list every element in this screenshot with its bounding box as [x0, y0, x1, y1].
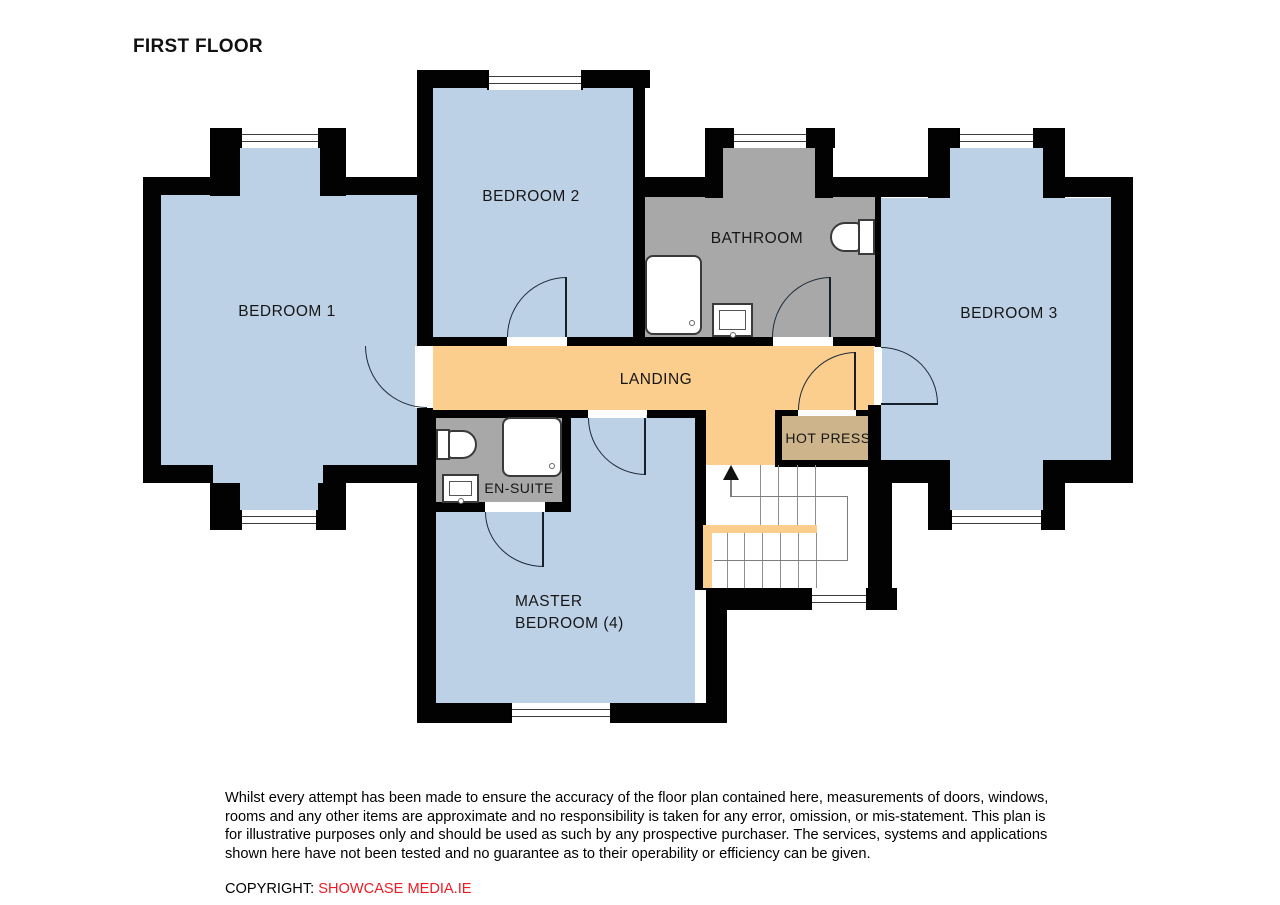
wall [210, 483, 240, 530]
window [958, 128, 1035, 148]
window [810, 588, 868, 610]
wall [417, 418, 436, 703]
wall [143, 177, 161, 483]
window-pane [734, 134, 806, 142]
door-opening [485, 502, 544, 512]
wall [645, 337, 773, 346]
tap-dot [458, 498, 464, 504]
wall [706, 610, 727, 723]
wall [417, 337, 507, 346]
stair-guide-line [730, 496, 848, 497]
room-bedroom3-notch-floor [950, 148, 1043, 198]
wall [928, 128, 950, 198]
room-bedroom3-bay-bottom-floor [950, 460, 1043, 511]
wall [706, 588, 810, 610]
window [950, 510, 1043, 530]
room-bedroom3-floor [881, 198, 1111, 460]
stair-guide-line [730, 480, 732, 497]
wall [775, 460, 881, 467]
door-leaf [829, 277, 831, 337]
drain-dot [549, 463, 555, 469]
door-opening [773, 337, 833, 346]
wall [417, 70, 433, 346]
toilet-bowl [448, 430, 477, 459]
room-label-en-suite: EN-SUITE [484, 480, 554, 496]
wall [562, 415, 571, 512]
drain-dot [689, 320, 695, 326]
room-label-master-line2: BEDROOM (4) [515, 615, 624, 632]
room-bedroom1-bay-top-floor [238, 148, 322, 195]
room-label-bedroom2: BEDROOM 2 [482, 188, 580, 205]
shower-tray [502, 417, 562, 477]
window [510, 703, 612, 723]
window-pane [512, 709, 610, 717]
copyright-brand: SHOWCASE MEDIA.IE [318, 881, 472, 897]
window [240, 128, 320, 148]
room-label-master-bedroom [515, 591, 624, 635]
stair-guide-line [847, 496, 848, 561]
wall [868, 483, 892, 588]
room-label-hot-press: HOT PRESS [785, 430, 871, 446]
wall [645, 177, 705, 197]
room-bedroom1-bay-bottom-floor [240, 483, 318, 511]
wall [143, 465, 213, 483]
door-opening [588, 410, 646, 418]
room-label-landing: LANDING [619, 371, 693, 388]
wall [1043, 483, 1065, 530]
window [240, 510, 318, 530]
window-pane [242, 516, 316, 524]
shower-tray [645, 255, 702, 335]
window-pane [242, 134, 318, 142]
stair-guide-line [714, 560, 848, 561]
wall [875, 177, 881, 347]
tap-dot [730, 332, 736, 338]
door-opening [798, 410, 856, 416]
room-label-bathroom: BATHROOM [710, 230, 804, 247]
toilet-cistern [858, 219, 875, 255]
stairs-up-arrow-icon [723, 465, 739, 480]
stair-tread-line [760, 465, 761, 525]
wall [1043, 460, 1133, 483]
door-leaf [644, 418, 646, 475]
room-label-bedroom1: BEDROOM 1 [238, 303, 336, 320]
door-leaf [565, 277, 567, 337]
wall [323, 465, 420, 483]
copyright-line [225, 881, 472, 897]
wall [612, 703, 712, 723]
wall [1111, 177, 1133, 483]
disclaimer-text: Whilst every attempt has been made to ensure the accuracy of the floor plan contained here, measurements of doors, windows, rooms and any other items are approximate and no responsibility is taken for any error, omission, or mis-statement. This plan is for illustrative purposes only and should be used as such by any prospective purchaser. The services, systems and applications shown here have not been tested and no guarantee as to their operability or efficiency can be given. [225, 790, 1049, 862]
wall [833, 337, 875, 346]
room-bedroom1-floor [160, 195, 422, 483]
wall [868, 588, 897, 610]
wall [705, 128, 723, 198]
wall [928, 483, 950, 530]
window-pane [489, 76, 581, 84]
wall [336, 177, 420, 195]
wall [210, 128, 240, 196]
window-pane [812, 595, 866, 603]
sink-basin [719, 310, 746, 330]
wall [143, 177, 212, 195]
window-pane [952, 516, 1041, 524]
sink [712, 303, 753, 337]
door-leaf [854, 352, 856, 410]
stair-side-strip [703, 533, 712, 588]
wall [318, 483, 346, 530]
wall [567, 337, 645, 346]
wall [545, 502, 571, 512]
window [732, 128, 808, 148]
window-pane [960, 134, 1033, 142]
wall [417, 703, 510, 723]
stair-tread-line [778, 465, 779, 525]
room-bathroom-notch-floor [723, 148, 815, 198]
door-leaf [542, 512, 544, 567]
stair-tread-line [815, 465, 816, 525]
wall [633, 70, 645, 346]
stair-tread-line [797, 465, 798, 525]
room-label-bedroom3: BEDROOM 3 [960, 305, 1058, 322]
stair-mid-landing [703, 525, 817, 533]
door-opening [507, 337, 567, 346]
wall [417, 70, 487, 88]
page-title: FIRST FLOOR [133, 36, 263, 57]
room-label-master-line1: MASTER [515, 593, 583, 610]
door-leaf [881, 403, 938, 405]
copyright-label: COPYRIGHT: [225, 881, 319, 897]
window [487, 70, 583, 90]
